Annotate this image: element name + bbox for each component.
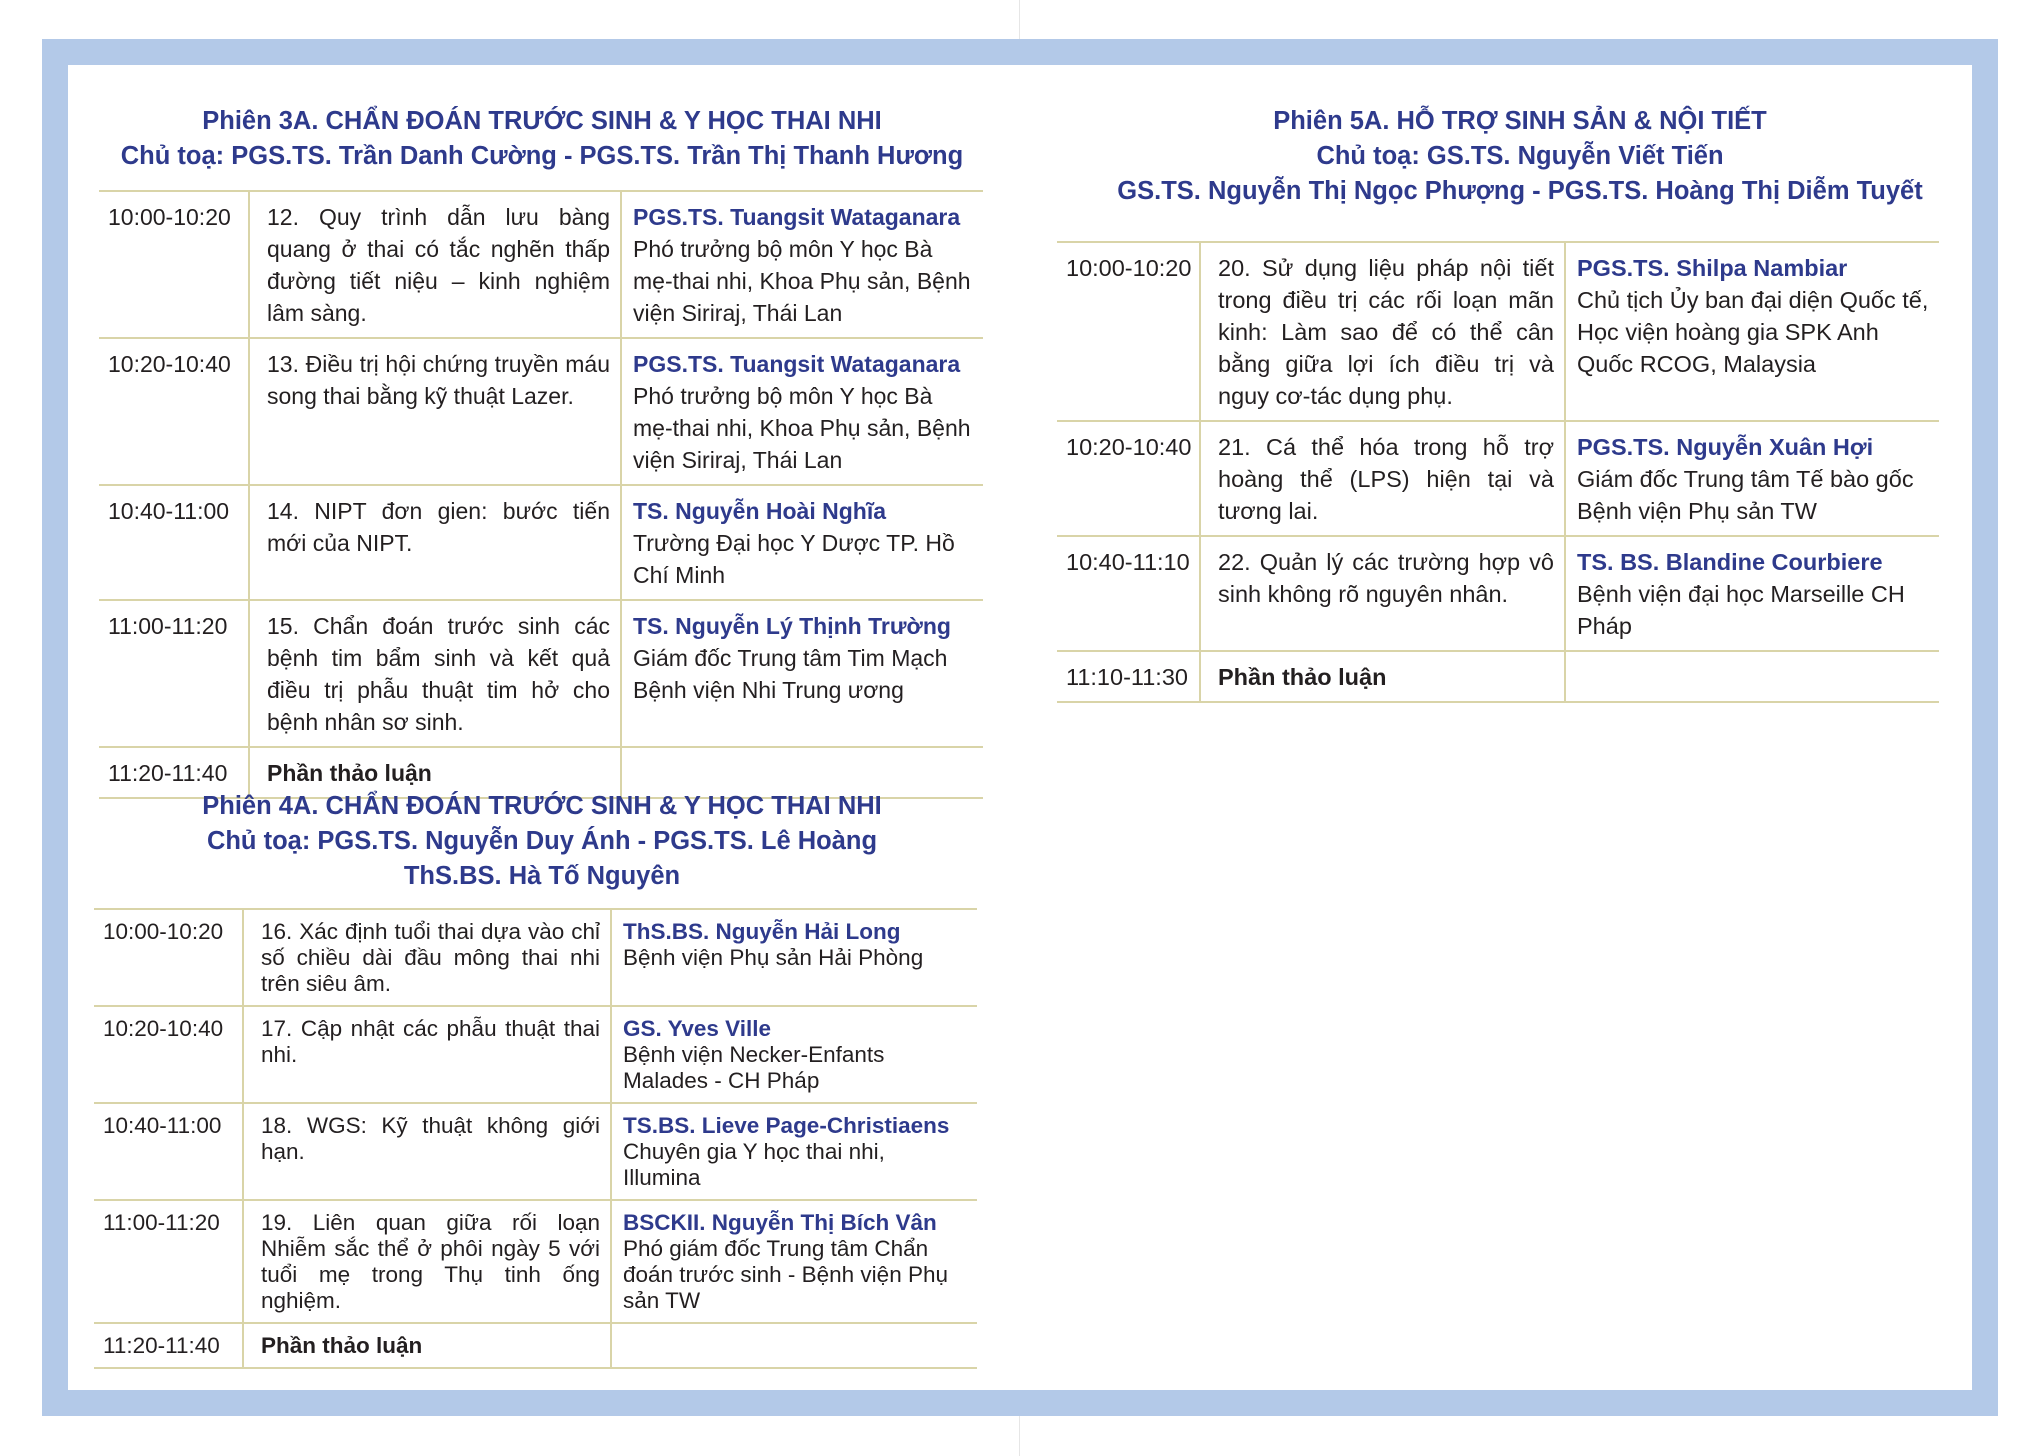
schedule-row (1057, 651, 1939, 702)
session-5a-header (1060, 104, 1980, 209)
session-3a-table (99, 190, 983, 799)
session-5a-rows (1057, 242, 1939, 702)
speaker-cell (611, 1323, 977, 1368)
session-4a-header (96, 789, 988, 894)
speaker-cell (621, 191, 983, 338)
speaker-name: PGS.TS. Tuangsit Wataganara (633, 351, 961, 377)
talk-topic: 20. Sử dụng liệu pháp nội tiết trong điều trị các rối loạn mãn kinh: Làm sao để có thể cân bằng giữa lợi ích điều trị và nguy cơ-tác dụng phụ. (1200, 242, 1565, 421)
time-slot: 10:40-11:00 (94, 1103, 243, 1200)
speaker-affiliation: Phó giám đốc Trung tâm Chẩn đoán trước sinh - Bệnh viện Phụ sản TW (623, 1236, 948, 1313)
speaker-affiliation: Bệnh viện Necker-Enfants Malades - CH Pháp (623, 1042, 885, 1093)
speaker-cell (1565, 536, 1939, 651)
session-5a-table (1057, 241, 1939, 703)
time-slot: 10:00-10:20 (1057, 242, 1200, 421)
talk-topic: 13. Điều trị hội chứng truyền máu song thai bằng kỹ thuật Lazer. (249, 338, 621, 485)
speaker-cell (611, 1103, 977, 1200)
speaker-name: PGS.TS. Nguyễn Xuân Hợi (1577, 434, 1874, 460)
session-5a-chairs-2: GS.TS. Nguyễn Thị Ngọc Phượng - PGS.TS. Hoàng Thị Diễm Tuyết (1117, 177, 1923, 205)
speaker-affiliation: Bệnh viện đại học Marseille CH Pháp (1577, 581, 1905, 639)
time-slot: 11:10-11:30 (1057, 651, 1200, 702)
talk-topic: 17. Cập nhật các phẫu thuật thai nhi. (243, 1006, 611, 1103)
speaker-cell (1565, 651, 1939, 702)
time-slot: 10:40-11:10 (1057, 536, 1200, 651)
schedule-row (1057, 536, 1939, 651)
schedule-row (99, 191, 983, 338)
schedule-row (99, 600, 983, 747)
time-slot: 10:00-10:20 (99, 191, 249, 338)
session-4a-chairs-2: ThS.BS. Hà Tố Nguyên (403, 862, 681, 890)
speaker-cell (611, 1200, 977, 1323)
schedule-row (94, 1200, 977, 1323)
session-4a-chairs: Chủ toạ: PGS.TS. Nguyễn Duy Ánh - PGS.TS. Lê Hoàng (206, 827, 878, 855)
talk-topic: 12. Quy trình dẫn lưu bàng quang ở thai có tắc nghẽn thấp đường tiết niệu – kinh nghiệm lâm sàng. (249, 191, 621, 338)
time-slot: 10:00-10:20 (94, 909, 243, 1006)
speaker-name: PGS.TS. Shilpa Nambiar (1577, 255, 1848, 281)
time-slot: 10:20-10:40 (1057, 421, 1200, 536)
schedule-row (99, 338, 983, 485)
speaker-name: GS. Yves Ville (623, 1016, 772, 1041)
speaker-affiliation: Giám đốc Trung tâm Tim Mạch Bệnh viện Nhi Trung ương (633, 645, 948, 703)
speaker-affiliation: Phó trưởng bộ môn Y học Bà mẹ-thai nhi, Khoa Phụ sản, Bệnh viện Siriraj, Thái Lan (633, 236, 971, 326)
speaker-cell (611, 909, 977, 1006)
speaker-affiliation: Chuyên gia Y học thai nhi, Illumina (623, 1139, 885, 1190)
speaker-cell (1565, 242, 1939, 421)
speaker-cell (611, 1006, 977, 1103)
speaker-name: TS. Nguyễn Hoài Nghĩa (633, 498, 887, 524)
schedule-row (94, 1323, 977, 1368)
talk-topic: 14. NIPT đơn gien: bước tiến mới của NIPT. (249, 485, 621, 600)
time-slot: 11:00-11:20 (99, 600, 249, 747)
speaker-affiliation: Bệnh viện Phụ sản Hải Phòng (623, 945, 924, 970)
talk-topic: 19. Liên quan giữa rối loạn Nhiễm sắc thể ở phôi ngày 5 với tuổi mẹ trong Thụ tinh ống nghiệm. (243, 1200, 611, 1323)
speaker-affiliation: Chủ tịch Ủy ban đại diện Quốc tế, Học viện hoàng gia SPK Anh Quốc RCOG, Malaysia (1577, 287, 1929, 377)
session-3a-header (96, 104, 988, 174)
time-slot: 10:20-10:40 (94, 1006, 243, 1103)
discussion-label: Phần thảo luận (1200, 651, 1565, 702)
schedule-row (1057, 421, 1939, 536)
time-slot: 10:20-10:40 (99, 338, 249, 485)
speaker-cell (621, 338, 983, 485)
speaker-cell (621, 485, 983, 600)
talk-topic: 18. WGS: Kỹ thuật không giới hạn. (243, 1103, 611, 1200)
speaker-name: BSCKII. Nguyễn Thị Bích Vân (623, 1210, 937, 1235)
speaker-name: TS.BS. Lieve Page-Christiaens (623, 1113, 950, 1138)
discussion-label: Phần thảo luận (249, 747, 621, 798)
session-5a-title: Phiên 5A. HỖ TRỢ SINH SẢN & NỘI TIẾT (1273, 107, 1767, 135)
time-slot: 11:20-11:40 (94, 1323, 243, 1368)
session-3a-title: Phiên 3A. CHẨN ĐOÁN TRƯỚC SINH & Y HỌC THAI NHI (202, 107, 882, 135)
session-4a-rows (94, 909, 977, 1368)
time-slot: 11:20-11:40 (99, 747, 249, 798)
schedule-row (94, 1006, 977, 1103)
schedule-row (94, 1103, 977, 1200)
speaker-name: TS. Nguyễn Lý Thịnh Trường (633, 613, 951, 639)
speaker-name: ThS.BS. Nguyễn Hải Long (623, 919, 901, 944)
speaker-affiliation: Trường Đại học Y Dược TP. Hồ Chí Minh (633, 530, 955, 588)
schedule-row (99, 485, 983, 600)
session-3a-chairs: Chủ toạ: PGS.TS. Trần Danh Cường - PGS.TS. Trần Thị Thanh Hương (120, 142, 964, 170)
speaker-cell (621, 600, 983, 747)
session-3a-rows (99, 191, 983, 798)
session-4a-title: Phiên 4A. CHẨN ĐOÁN TRƯỚC SINH & Y HỌC THAI NHI (202, 792, 882, 820)
schedule-row (1057, 242, 1939, 421)
session-5a-chairs: Chủ toạ: GS.TS. Nguyễn Viết Tiến (1316, 142, 1724, 170)
speaker-affiliation: Giám đốc Trung tâm Tế bào gốc Bệnh viện Phụ sản TW (1577, 466, 1914, 524)
speaker-name: TS. BS. Blandine Courbiere (1577, 549, 1883, 575)
time-slot: 10:40-11:00 (99, 485, 249, 600)
schedule-row (94, 909, 977, 1006)
speaker-cell (1565, 421, 1939, 536)
talk-topic: 16. Xác định tuổi thai dựa vào chỉ số chiều dài đầu mông thai nhi trên siêu âm. (243, 909, 611, 1006)
time-slot: 11:00-11:20 (94, 1200, 243, 1323)
talk-topic: 15. Chẩn đoán trước sinh các bệnh tim bẩm sinh và kết quả điều trị phẫu thuật tim hở cho bệnh nhân sơ sinh. (249, 600, 621, 747)
discussion-label: Phần thảo luận (243, 1323, 611, 1368)
speaker-name: PGS.TS. Tuangsit Wataganara (633, 204, 961, 230)
talk-topic: 21. Cá thể hóa trong hỗ trợ hoàng thể (LPS) hiện tại và tương lai. (1200, 421, 1565, 536)
speaker-affiliation: Phó trưởng bộ môn Y học Bà mẹ-thai nhi, Khoa Phụ sản, Bệnh viện Siriraj, Thái Lan (633, 383, 971, 473)
talk-topic: 22. Quản lý các trường hợp vô sinh không rõ nguyên nhân. (1200, 536, 1565, 651)
session-4a-table (94, 908, 977, 1369)
